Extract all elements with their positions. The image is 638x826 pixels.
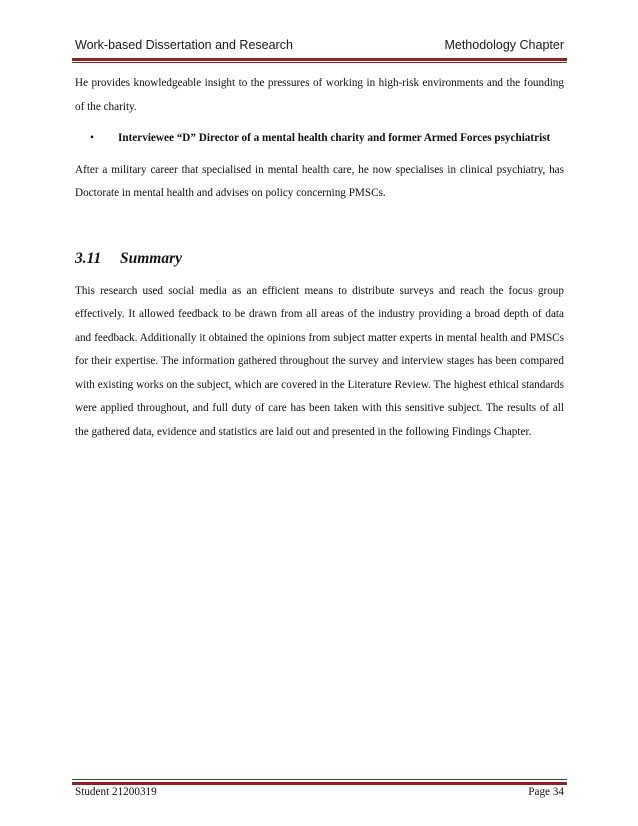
- header-rule-thick: [72, 58, 567, 61]
- bullet-interviewee-d: [75, 127, 564, 151]
- paragraph-career: After a military career that specialised in mental health care, he now specialises in clinical psychiatry, has Doctorate in mental health and advises on policy concerning PMSCs.: [75, 163, 564, 199]
- page-header: [75, 36, 564, 56]
- page-body: [75, 72, 564, 444]
- header-chapter: Methodology Chapter: [444, 38, 564, 52]
- footer-rule-thin: [72, 779, 567, 780]
- section-title: Summary: [120, 249, 183, 267]
- section-number: 3.11: [75, 249, 102, 267]
- page-footer: [75, 786, 564, 804]
- section-heading: [75, 246, 564, 272]
- paragraph-intro: He provides knowledgeable insight to the pressures of working in high-risk environments and the founding of the charity.: [75, 77, 564, 113]
- paragraph-summary: This research used social media as an efficient means to distribute surveys and reach the focus group effectively. It allowed feedback to be drawn from all areas of the industry providing a broad depth of data and feedback. Additionally it obtained the opinions from subject matter experts in mental health and PMSCs for their expertise. The information gathered throughout the survey and interview stages has been compared with existing works on the subject, which are covered in the Literature Review. The highest ethical standards were applied throughout, and full duty of care has been taken with this sensitive subject. The results of all the gathered data, evidence and statistics are laid out and presented in the following Findings Chapter.: [75, 284, 564, 438]
- header-rule-thin: [72, 62, 567, 63]
- footer-page-number: Page 34: [528, 786, 564, 798]
- bullet-text: Interviewee “D” Director of a mental health charity and former Armed Forces psychiatrist: [118, 132, 551, 144]
- footer-student-id: Student 21200319: [75, 786, 157, 798]
- bullet-icon: •: [90, 132, 94, 144]
- header-title: Work-based Dissertation and Research: [75, 38, 293, 52]
- footer-rule-thick: [72, 782, 567, 785]
